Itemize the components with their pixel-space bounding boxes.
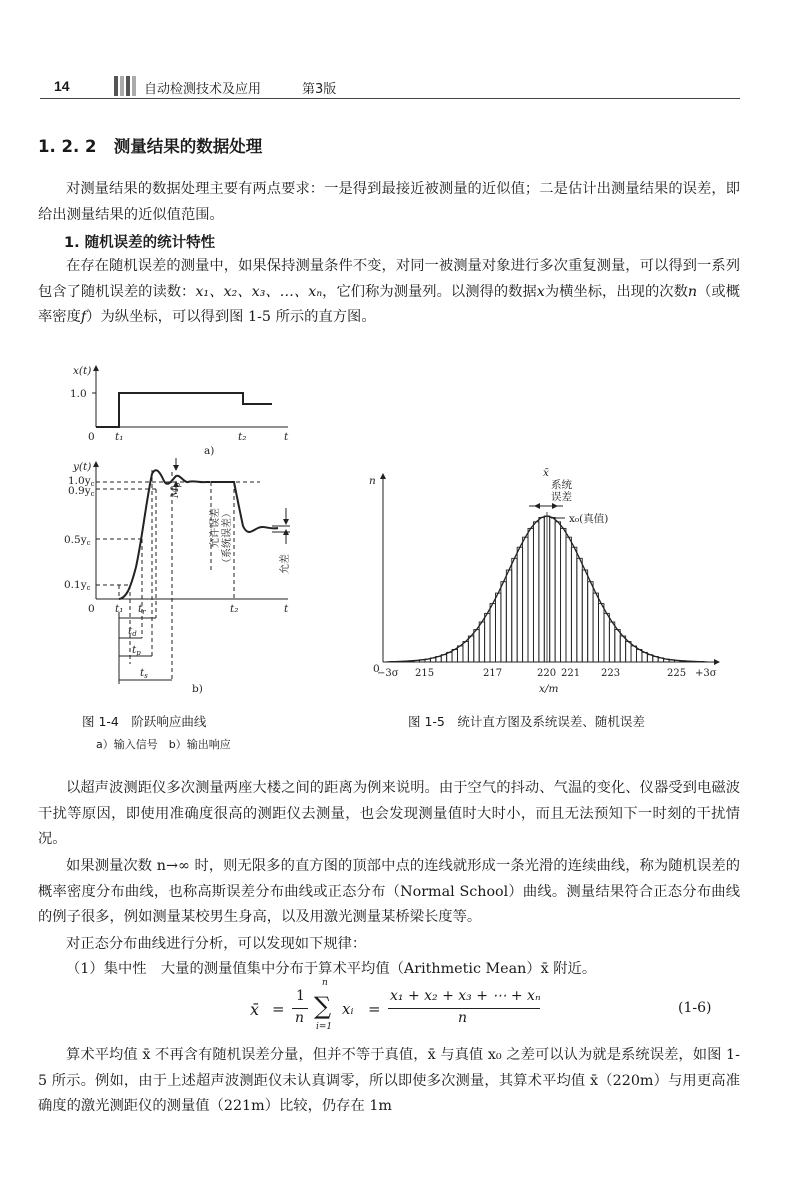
measurement-sequence: x₁、x₂、x₃、…、xₙ	[195, 283, 323, 300]
histogram-bar	[609, 622, 614, 662]
histogram-bar	[528, 528, 533, 662]
eq-sum-bot: i=1	[316, 1022, 333, 1032]
figure-1-4-subcaption: a）输入信号 b）输出响应	[96, 738, 231, 751]
fig4-lvl-01: 0.1yc	[64, 579, 91, 592]
paragraph-item-1: （1）集中性 大量的测量值集中分布于算术平均值（Arithmetic Mean）x̄ 附近。	[66, 961, 597, 977]
fig4-sys-error: （系统误差）	[222, 508, 233, 568]
histogram-bar	[593, 593, 598, 662]
eq-frac-den: n	[295, 1010, 305, 1026]
variable-x: x	[536, 283, 545, 300]
paragraph-rules: 对正态分布曲线进行分析，可以发现如下规律：	[66, 936, 367, 952]
fig4-bot-ylabel: y(t)	[73, 461, 92, 473]
text-run: ，它们称为测量列。以测得的数据	[322, 283, 537, 300]
fig4-lvl-10: 1.0yc	[68, 475, 95, 488]
fig4-lvl-09: 0.9yc	[68, 485, 95, 498]
eq-sum: ∑	[314, 992, 332, 1020]
variable-n: n	[687, 283, 698, 300]
histogram-bar	[495, 593, 500, 662]
histogram-bar	[517, 547, 522, 662]
fig4-bot-t2: t₂	[230, 603, 239, 615]
histogram-bar	[577, 558, 582, 662]
figure-1-4-caption: 图 1-4 阶跃响应曲线	[82, 714, 207, 729]
histogram-bar	[463, 642, 468, 662]
section-title: 测量结果的数据处理	[113, 137, 263, 156]
histogram-bar	[604, 613, 609, 662]
fig4-tr: tr	[138, 603, 146, 616]
histogram-bar	[533, 522, 538, 662]
fig5-sys-1: 系统	[551, 479, 572, 491]
histogram-bar	[539, 517, 544, 662]
histogram-bar	[550, 517, 555, 662]
x-tick-label: 225	[667, 668, 687, 679]
histogram-bar	[582, 570, 587, 662]
histogram-bar	[636, 649, 641, 662]
histogram-bar	[566, 537, 571, 662]
histogram-bar	[571, 547, 576, 662]
paragraph-random-error	[38, 254, 740, 331]
text-run: 在存在随机误差的测量中，如果保持测量条件不变，对同一被测量对象进行多次重复测量，可以得到一系列包含了随机误差的读数：	[38, 258, 740, 300]
eq-frac-num: 1	[296, 988, 305, 1004]
equation-1-6	[250, 978, 740, 1038]
histogram-bar	[479, 622, 484, 662]
fig4-mp: Mp	[169, 482, 182, 498]
x-tick-label: −3σ	[377, 668, 399, 679]
fig5-sys-2: 误差	[551, 491, 572, 503]
fig5-xbar: x̄	[543, 467, 549, 479]
fig4-td: td	[128, 625, 137, 638]
eq-sum-top: n	[322, 978, 328, 988]
fig4-allow-error: 允许误差	[210, 508, 221, 548]
variable-f: f	[80, 309, 87, 325]
eq-number: (1-6)	[678, 1000, 712, 1016]
histogram-bar	[468, 636, 473, 662]
x-tick-label: 221	[561, 668, 581, 679]
histogram-bar	[490, 604, 495, 662]
histogram-bar	[631, 646, 636, 662]
fig5-x0-label: x₀(真值)	[569, 513, 609, 525]
fig4-ts: ts	[140, 667, 148, 680]
x-tick-label: 223	[601, 668, 621, 679]
fig4-lvl-05: 0.5yc	[64, 534, 91, 547]
eq-lhs: x̄	[250, 1000, 260, 1019]
paragraph-intro: 对测量结果的数据处理主要有两点要求：一是得到最接近被测量的近似值；二是估计出测量结果的误差，即给出测量结果的近似值范围。	[38, 181, 740, 223]
fig4-allowance: 允差	[280, 554, 291, 574]
fig4-t1: t₁	[115, 431, 124, 443]
paragraph-normal-distribution: 如果测量次数 n→∞ 时，则无限多的直方图的顶部中点的连线就形成一条光滑的连续曲线，称为随机误差的概率密度分布曲线，也称高斯误差分布曲线或正态分布（Normal School）曲线。测量结果符合正态分布曲线的例子很多，例如测量某校男生身高，以及用激光测量某桥梁长度等。	[38, 858, 740, 925]
histogram-bar	[599, 604, 604, 662]
eq-equals: =	[272, 1000, 285, 1018]
x-tick-label: 215	[415, 668, 435, 679]
histogram-bar	[588, 582, 593, 662]
paragraph-example: 以超声波测距仪多次测量两座大楼之间的距离为例来说明。由于空气的抖动、气温的变化、仪器受到电磁波干扰等原因，即使用准确度很高的测距仪去测量，也会发现测量值时大时小，而且无法预知下一时刻的干扰情况。	[38, 780, 740, 847]
fig5-xlabel: x/m	[539, 683, 559, 695]
paragraph-mean: 算术平均值 x̄ 不再含有随机误差分量，但并不等于真值，x̄ 与真值 x₀ 之差可以认为就是系统误差，如图 1-5 所示。例如，由于上述超声波测距仪未认真调零，所以即使多次测量，其算术平均值 x̄（220m）与用更高准确度的激光测距仪的测量值（221m）比较，仍存在 1m	[38, 1047, 740, 1114]
eq-frac-bar-2	[388, 1008, 540, 1009]
fig4-t2: t₂	[238, 431, 247, 443]
fig4-top-origin: 0	[88, 431, 95, 443]
fig4-tp: tp	[132, 644, 141, 657]
fig5-origin: 0	[373, 663, 380, 675]
histogram-bar	[626, 642, 631, 662]
histogram-bar	[501, 582, 506, 662]
fig4-bot-origin: 0	[88, 603, 95, 615]
figure-1-4-step-response	[60, 362, 310, 702]
fig4-top-level: 1.0	[70, 388, 87, 400]
x-tick-label: 217	[483, 668, 503, 679]
figure-1-5-histogram	[365, 462, 735, 702]
figure-1-5-caption: 图 1-5 统计直方图及系统误差、随机误差	[408, 714, 645, 729]
fig4-t: t	[284, 431, 289, 443]
fig4-label-b: b)	[192, 683, 203, 695]
fig4-label-a: a)	[204, 445, 215, 457]
fig4-bot-t: t	[284, 603, 289, 615]
x-tick-label: +3σ	[695, 668, 717, 679]
text-run: 为横坐标，出现的次数	[544, 283, 688, 300]
fig5-ylabel: n	[369, 475, 376, 487]
eq-equals-2: =	[368, 1000, 381, 1018]
eq-den-2: n	[458, 1010, 468, 1026]
histogram-bar	[506, 570, 511, 662]
header-bars-decoration	[114, 76, 138, 100]
histogram-bar	[452, 649, 457, 662]
book-title: 自动检测技术及应用	[144, 82, 262, 97]
x-tick-label: 220	[537, 668, 557, 679]
histogram-bar	[620, 636, 625, 662]
section-heading	[38, 133, 262, 157]
text-run: ）为纵坐标，可以得到图 1-5 所示的直方图。	[86, 309, 376, 325]
histogram-bar	[512, 558, 517, 662]
histogram-bar	[561, 528, 566, 662]
eq-num-2: x₁ + x₂ + x₃ + ⋯ + xₙ	[390, 988, 541, 1004]
subsection-heading: 1. 随机误差的统计特性	[64, 235, 216, 251]
histogram-bar	[485, 613, 490, 662]
histogram-bar	[523, 537, 528, 662]
page-number: 14	[54, 78, 70, 94]
section-number: 1. 2. 2	[38, 137, 97, 156]
fig4-top-ylabel: x(t)	[73, 365, 92, 377]
histogram-bar	[458, 646, 463, 662]
eq-frac-bar	[292, 1008, 308, 1009]
histogram-bar	[555, 522, 560, 662]
text-run: （或概率密度	[38, 283, 741, 325]
histogram-bar	[474, 630, 479, 662]
histogram-bar	[615, 630, 620, 662]
fig4-bot-t1: t₁	[115, 603, 124, 615]
edition: 第3版	[302, 82, 337, 97]
running-header	[40, 74, 740, 99]
eq-term: xᵢ	[342, 1000, 354, 1018]
